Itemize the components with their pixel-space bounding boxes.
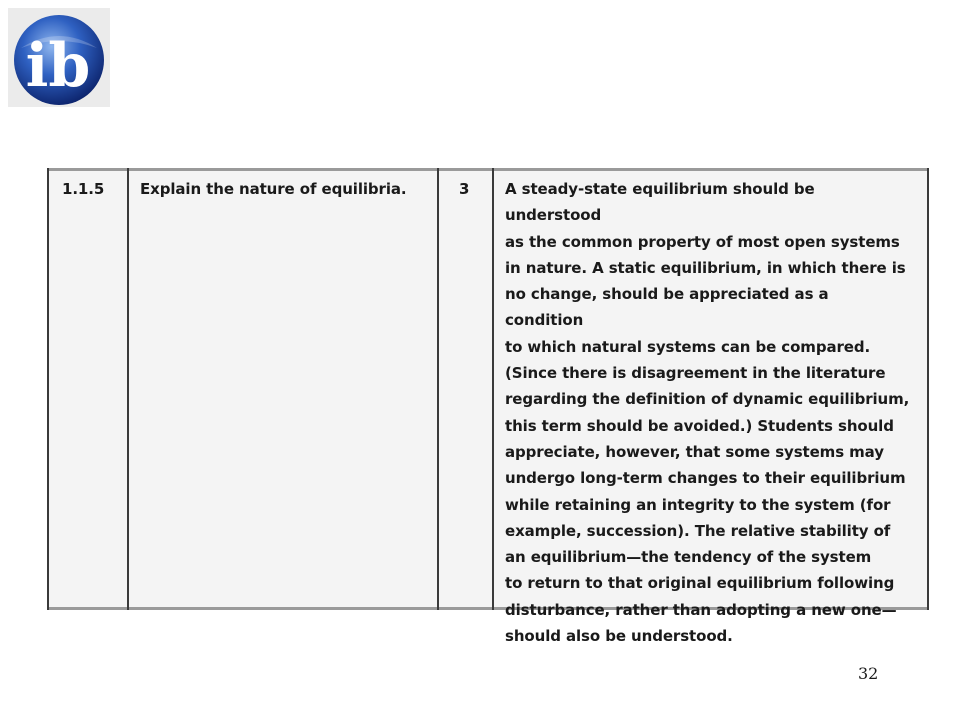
notes-line: (Since there is disagreement in the literature	[505, 364, 886, 383]
notes-line: no change, should be appreciated as a condition	[505, 285, 829, 330]
page-number: 32	[858, 664, 879, 683]
column-divider-1	[127, 168, 129, 610]
notes-line: to which natural systems can be compared.	[505, 337, 871, 356]
logo-text: ib	[25, 31, 91, 101]
objective-code: 1.1.5	[62, 180, 105, 198]
teacher-notes	[505, 176, 910, 649]
notes-line: an equilibrium—the tendency of the system	[505, 548, 872, 567]
notes-line: as the common property of most open systems	[505, 232, 900, 251]
assessment-level: 3	[459, 180, 470, 198]
ib-logo	[8, 8, 110, 107]
syllabus-table	[47, 168, 929, 646]
notes-line: A steady-state equilibrium should be understood	[505, 180, 815, 225]
column-divider-2	[437, 168, 439, 610]
objective-statement: Explain the nature of equilibria.	[140, 180, 407, 198]
notes-line: should also be understood.	[505, 627, 733, 646]
table-top-rule	[47, 168, 929, 171]
notes-line: appreciate, however, that some systems may	[505, 442, 884, 461]
notes-line: this term should be avoided.) Students should	[505, 416, 894, 435]
ib-logo-graphic	[8, 8, 110, 107]
table-border-right	[927, 168, 929, 610]
notes-line: disturbance, rather than adopting a new one—	[505, 600, 897, 619]
notes-line: while retaining an integrity to the system (for	[505, 495, 891, 514]
notes-line: in nature. A static equilibrium, in which there is	[505, 258, 906, 277]
notes-line: example, succession). The relative stability of	[505, 521, 891, 540]
table-border-left	[47, 168, 49, 610]
notes-line: to return to that original equilibrium following	[505, 574, 895, 593]
notes-line: undergo long-term changes to their equilibrium	[505, 469, 906, 488]
notes-line: regarding the definition of dynamic equilibrium,	[505, 390, 910, 409]
column-divider-3	[492, 168, 494, 610]
